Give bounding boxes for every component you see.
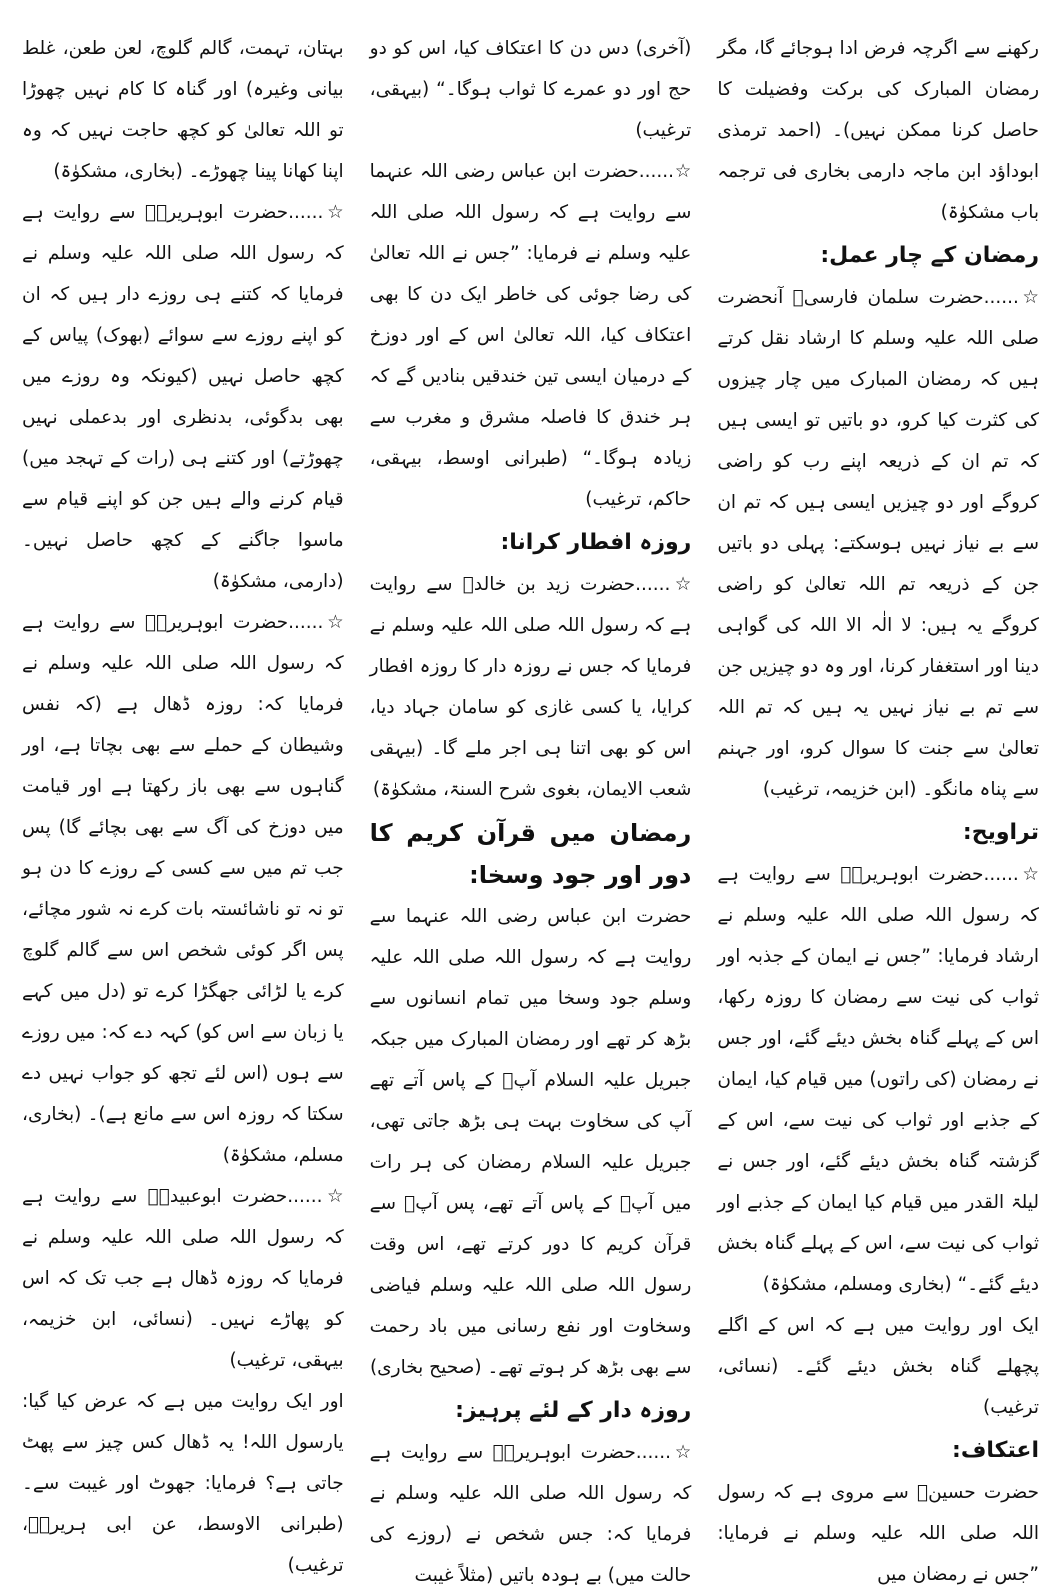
paragraph: اور ایک روایت میں ہے کہ عرض کیا گیا: یارسول اللہ! یہ ڈھال کس چیز سے پھٹ جاتی ہے؟ فرمایا: جھوٹ اور غیبت سے۔ (طبرانی الاوسط، عن ابی ہریرہؓ، ترغیب) [21, 1391, 344, 1576]
section-heading: تراویح: [962, 820, 1039, 845]
section-heading: اعتکاف: [952, 1438, 1039, 1463]
paragraph: بہتان، تہمت، گالم گلوچ، لعن طعن، غلط بیانی وغیرہ) اور گناہ کا کام نہیں چھوڑا تو اللہ تعالیٰ کو کچھ حاجت نہیں کہ وہ اپنا کھانا پینا چھوڑے۔ (بخاری، مشکوٰۃ) [21, 38, 344, 182]
paragraph: ☆......حضرت ابوعبیدہؓ سے روایت ہے کہ رسول اللہ صلی اللہ علیہ وسلم نے فرمایا کہ روزہ ڈھال ہے جب تک کہ اس کو پھاڑے نہیں۔ (نسائی، ابن خزیمہ، بیہقی، ترغیب) [21, 1186, 344, 1371]
paragraph: ☆......حضرت ابوہریرہؓ سے روایت ہے کہ رسول اللہ صلی اللہ علیہ وسلم نے فرمایا کہ: جس شخص نے (روزے کی حالت میں) بے ہودہ باتیں (مثلاً غیبت [369, 1442, 692, 1586]
paragraph: ☆......حضرت زید بن خالدؓ سے روایت ہے کہ رسول اللہ صلی اللہ علیہ وسلم نے فرمایا کہ جس نے روزہ دار کا روزہ افطار کرایا، یا کسی غازی کو سامان جہاد دیا، اس کو بھی اتنا ہی اجر ملے گا۔ (بیہقی شعب الایمان، بغوی شرح السنۃ، مشکوٰۃ) [369, 574, 692, 800]
section-heading: رمضان کے چار عمل: [820, 243, 1039, 268]
paragraph: (آخری) دس دن کا اعتکاف کیا، اس کو دو حج اور دو عمرے کا ثواب ہوگا۔“ (بیہقی، ترغیب) [369, 38, 692, 141]
paragraph: حضرت ابن عباس رضی اللہ عنہما سے روایت ہے کہ رسول اللہ صلی اللہ علیہ وسلم جود وسخا میں تمام انسانوں سے بڑھ کر تھے اور رمضان المبارک میں جبکہ جبریل علیہ السلام آپؐ کے پاس آتے تھے آپ کی سخاوت بہت ہی بڑھ جاتی تھی، جبریل علیہ السلام رمضان کی ہر رات میں آپؐ کے پاس آتے تھے، پس آپؐ سے قرآن کریم کا دور کرتے تھے، اس وقت رسول اللہ صلی اللہ علیہ وسلم فیاضی وسخاوت اور نفع رسانی میں باد رحمت سے بھی بڑھ کر ہوتے تھے۔ (صحیح بخاری) [369, 906, 692, 1378]
paragraph: ☆......حضرت ابوہریرہؓ سے روایت ہے کہ رسول اللہ صلی اللہ علیہ وسلم نے ارشاد فرمایا: ”جس نے ایمان کے جذبہ اور ثواب کی نیت سے رمضان کا روزہ رکھا، اس کے پہلے گناہ بخش دیئے گئے، اور جس نے رمضان (کی راتوں) میں قیام کیا، ایمان کے جذبے اور ثواب کی نیت سے، اس کے گزشتہ گناہ بخش دیئے گئے، اور جس نے لیلۃ القدر میں قیام کیا ایمان کے جذبے اور ثواب کی نیت سے، اس کے پہلے گناہ بخش دیئے گئے۔“ (بخاری ومسلم، مشکوٰۃ) [717, 864, 1039, 1295]
paragraph: ☆......حضرت ابوہریرہؓ سے روایت ہے کہ رسول اللہ صلی اللہ علیہ وسلم نے فرمایا کہ کتنے ہی روزے دار ہیں کہ ان کو اپنے روزے سے سوائے (بھوک) پیاس کے کچھ حاصل نہیں (کیونکہ وہ روزے میں بھی بدگوئی، بدنظری اور بدعملی نہیں چھوڑتے) اور کتنے ہی (رات کے تہجد میں) قیام کرنے والے ہیں جن کو اپنے قیام سے ماسوا جاگنے کے کچھ حاصل نہیں۔ (دارمی، مشکوٰۃ) [21, 202, 344, 592]
section-heading: روزہ دار کے لئے پرہیز: [455, 1398, 692, 1423]
paragraph: حضرت حسینؓ سے مروی ہے کہ رسول اللہ صلی اللہ علیہ وسلم نے فرمایا: ”جس نے رمضان میں [717, 1482, 1039, 1585]
section-heading: رمضان میں قرآن کریم کا دور اور جود وسخا: [369, 819, 692, 889]
paragraph: ایک اور روایت میں ہے کہ اس کے اگلے پچھلے گناہ بخش دیئے گئے۔ (نسائی، ترغیب) [717, 1315, 1039, 1418]
column-right [717, 28, 1039, 1585]
section-heading: روزہ افطار کرانا: [500, 530, 692, 555]
column-middle [369, 28, 692, 1586]
paragraph: ☆......حضرت ابوہریرہؓ سے روایت ہے کہ رسول اللہ صلی اللہ علیہ وسلم نے فرمایا کہ: روزہ ڈھال ہے (کہ نفس وشیطان کے حملے سے بھی بچاتا ہے، اور گناہوں سے بھی باز رکھتا ہے اور قیامت میں دوزخ کی آگ سے بھی بچائے گا) پس جب تم میں سے کسی کے روزے کا دن ہو تو نہ تو ناشائستہ بات کرے نہ شور مچائے، پس اگر کوئی شخص اس سے گالم گلوچ کرے یا لڑائی جھگڑا کرے تو (دل میں کہے یا زبان سے اس کو) کہہ دے کہ: میں روزے سے ہوں (اس لئے تجھ کو جواب نہیں دے سکتا کہ روزہ اس سے مانع ہے)۔ (بخاری، مسلم، مشکوٰۃ) [21, 612, 344, 1166]
paragraph: ☆......حضرت ابن عباس رضی اللہ عنہما سے روایت ہے کہ رسول اللہ صلی اللہ علیہ وسلم نے فرمایا: ”جس نے اللہ تعالیٰ کی رضا جوئی کی خاطر ایک دن کا بھی اعتکاف کیا، اللہ تعالیٰ اس کے اور دوزخ کے درمیان ایسی تین خندقیں بنادیں گے کہ ہر خندق کا فاصلہ مشرق و مغرب سے زیادہ ہوگا۔“ (طبرانی اوسط، بیہقی، حاکم، ترغیب) [369, 161, 692, 510]
paragraph: رکھنے سے اگرچہ فرض ادا ہوجائے گا، مگر رمضان المبارک کی برکت وفضیلت کا حاصل کرنا ممکن نہیں)۔ (احمد ترمذی ابوداؤد ابن ماجہ دارمی بخاری فی ترجمہ باب مشکوٰۃ) [717, 38, 1039, 223]
column-left [21, 28, 344, 1576]
paragraph: ☆......حضرت سلمان فارسیؓ آنحضرت صلی اللہ علیہ وسلم کا ارشاد نقل کرتے ہیں کہ رمضان المبارک میں چار چیزوں کی کثرت کیا کرو، دو باتیں تو ایسی ہیں کہ تم ان کے ذریعہ اپنے رب کو راضی کروگے اور دو چیزیں ایسی ہیں کہ تم ان سے بے نیاز نہیں ہوسکتے: پہلی دو باتیں جن کے ذریعہ تم اللہ تعالیٰ کو راضی کروگے یہ ہیں: لا الٰہ الا اللہ کی گواہی دینا اور استغفار کرنا، اور وہ دو چیزیں جن سے تم بے نیاز نہیں یہ ہیں کہ تم اللہ تعالیٰ سے جنت کا سوال کرو، اور جہنم سے پناہ مانگو۔ (ابن خزیمہ، ترغیب) [717, 287, 1039, 800]
